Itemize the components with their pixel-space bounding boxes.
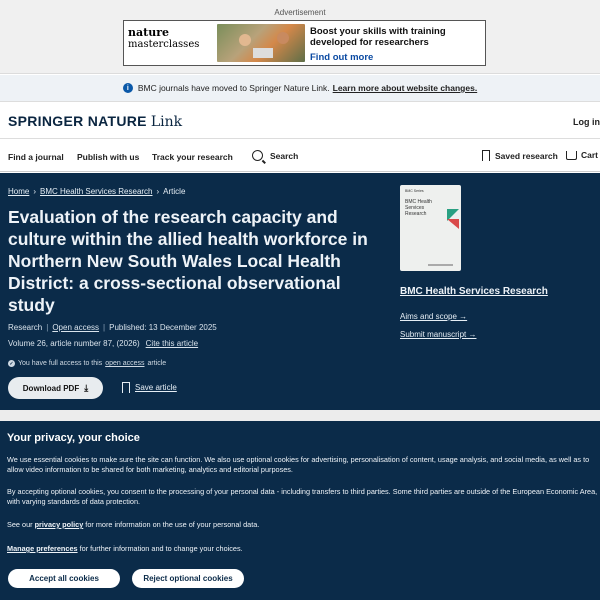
open-access-link[interactable]: Open access bbox=[52, 323, 100, 332]
published-date: Published: 13 December 2025 bbox=[109, 323, 217, 332]
article-title: Evaluation of the research capacity and culture within the allied health workforce in Northern New South Wales Local Health District: a cross-sectional observational study bbox=[8, 207, 368, 315]
breadcrumb-separator: › bbox=[156, 187, 160, 196]
ad-cta-link[interactable]: Find out more bbox=[310, 52, 374, 63]
advertisement-area bbox=[0, 0, 600, 74]
cookie-title: Your privacy, your choice bbox=[7, 432, 140, 444]
manage-suffix: for further information and to change your choices. bbox=[79, 544, 243, 553]
article-volume: Volume 26, article number 87, (2026) bbox=[8, 339, 140, 348]
reject-optional-cookies-button[interactable]: Reject optional cookies bbox=[132, 569, 244, 588]
info-icon: i bbox=[123, 83, 133, 93]
download-pdf-label: Download PDF bbox=[22, 383, 80, 393]
notice-link[interactable]: Learn more about website changes. bbox=[332, 83, 478, 93]
cookie-paragraph-privacy bbox=[7, 520, 599, 530]
main-nav bbox=[0, 140, 600, 172]
nav-search-label: Search bbox=[270, 150, 299, 161]
breadcrumb-journal[interactable]: BMC Health Services Research bbox=[40, 187, 153, 196]
bookmark-icon bbox=[122, 382, 130, 393]
download-pdf-button[interactable] bbox=[8, 377, 103, 399]
journal-cover[interactable] bbox=[400, 185, 461, 271]
nav-saved-research[interactable] bbox=[482, 150, 558, 161]
cookie-paragraph-manage bbox=[7, 544, 599, 554]
privacy-policy-link[interactable]: privacy policy bbox=[34, 520, 84, 529]
cookie-paragraph-consent: By accepting optional cookies, you consent to the processing of your personal data - including transfers to third parties. Some third parties are outside of the European Economic Area, with varying standards of data protection. bbox=[7, 487, 598, 506]
site-header bbox=[0, 103, 600, 139]
check-icon: ✓ bbox=[9, 360, 14, 367]
meta-divider: | bbox=[103, 323, 106, 332]
bookmark-icon bbox=[482, 150, 490, 161]
ad-photo-laptop bbox=[253, 48, 273, 58]
aims-scope-link[interactable]: Aims and scope → bbox=[400, 312, 468, 321]
article-type: Research bbox=[8, 323, 43, 332]
cookie-consent-panel bbox=[0, 421, 600, 600]
nav-find-journal[interactable]: Find a journal bbox=[8, 152, 64, 162]
access-note-prefix: You have full access to this bbox=[18, 360, 103, 367]
notice-text: BMC journals have moved to Springer Nature Link. bbox=[137, 83, 330, 93]
nav-search[interactable] bbox=[252, 150, 298, 161]
nav-saved-label: Saved research bbox=[495, 150, 558, 161]
journal-cover-title: BMC Health Services Research bbox=[405, 199, 432, 217]
ad-brand-line1: nature bbox=[128, 26, 169, 39]
article-hero bbox=[0, 173, 600, 410]
access-note bbox=[8, 360, 166, 367]
breadcrumb-current: Article bbox=[163, 187, 186, 196]
logo-text-strong: SPRINGER NATURE bbox=[8, 113, 147, 129]
submit-manuscript-link[interactable]: Submit manuscript → bbox=[400, 330, 477, 339]
content-divider bbox=[0, 410, 600, 421]
access-note-suffix: article bbox=[147, 360, 167, 367]
ad-photo bbox=[217, 24, 305, 62]
ad-banner[interactable] bbox=[123, 20, 486, 66]
manage-preferences-link[interactable]: Manage preferences bbox=[7, 544, 78, 553]
nav-cart[interactable] bbox=[566, 150, 598, 160]
privacy-prefix: See our bbox=[7, 520, 33, 529]
save-article-button[interactable] bbox=[122, 382, 177, 393]
accept-all-cookies-button[interactable]: Accept all cookies bbox=[8, 569, 120, 588]
breadcrumb-home[interactable]: Home bbox=[8, 187, 30, 196]
nav-track-research[interactable]: Track your research bbox=[152, 152, 233, 162]
ad-headline: Boost your skills with training developed for researchers bbox=[310, 26, 446, 48]
springer-nature-logo[interactable] bbox=[8, 113, 182, 130]
breadcrumb-separator: › bbox=[33, 187, 37, 196]
logo-text-light: Link bbox=[150, 114, 183, 130]
download-icon: ⤓ bbox=[84, 382, 89, 393]
cover-decoration bbox=[428, 264, 453, 266]
ad-photo-person bbox=[277, 32, 289, 44]
article-meta bbox=[8, 323, 217, 332]
migration-notice bbox=[0, 75, 600, 102]
journal-name-link[interactable]: BMC Health Services Research bbox=[400, 286, 548, 297]
search-icon bbox=[252, 150, 263, 161]
ad-brand-logo bbox=[128, 27, 199, 50]
nav-cart-label: Cart bbox=[581, 150, 599, 160]
breadcrumb bbox=[8, 187, 185, 196]
article-volume-line bbox=[8, 339, 198, 348]
cite-link[interactable]: Cite this article bbox=[145, 339, 199, 348]
ad-brand-line2: masterclasses bbox=[128, 39, 200, 50]
ad-label: Advertisement bbox=[274, 8, 326, 17]
cover-decoration bbox=[447, 219, 459, 229]
login-link[interactable]: Log in bbox=[573, 117, 600, 127]
cart-icon bbox=[566, 151, 577, 160]
save-article-label: Save article bbox=[135, 383, 177, 392]
privacy-suffix: for more information on the use of your personal data. bbox=[85, 520, 260, 529]
nav-publish[interactable]: Publish with us bbox=[77, 152, 140, 162]
journal-cover-series: BMC Series bbox=[405, 189, 424, 193]
meta-divider: | bbox=[46, 323, 49, 332]
cookie-paragraph-essential: We use essential cookies to make sure the site can function. We also use optional cookies for advertising, personalisation of content, usage analysis, and social media, as well as to allow video information to be shared for both marketing, analytics and editorial purposes. bbox=[7, 455, 590, 474]
ad-photo-person bbox=[239, 34, 251, 46]
access-note-link[interactable]: open access bbox=[105, 360, 145, 367]
